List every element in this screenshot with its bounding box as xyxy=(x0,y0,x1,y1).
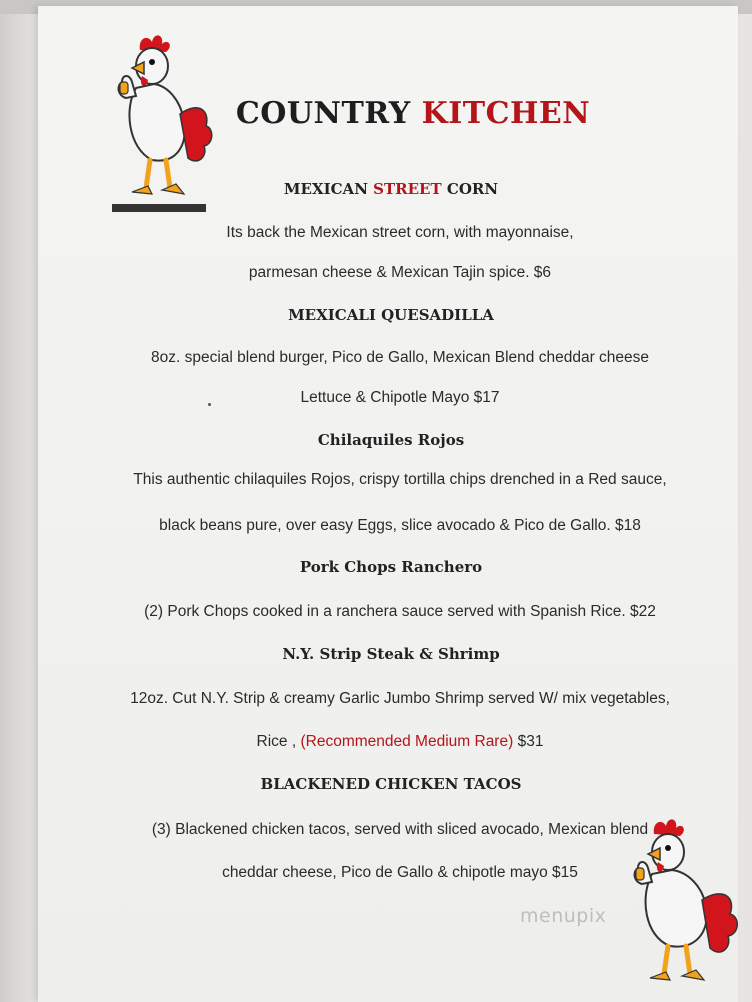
menu-item-ny-strip-steak-shrimp: N.Y. Strip Steak & Shrimp xyxy=(282,645,500,663)
menu-item-description: Its back the Mexican street corn, with mayonnaise, xyxy=(226,224,574,241)
rooster-mascot-icon xyxy=(630,818,742,1002)
speck xyxy=(208,403,211,406)
menu-item-description: Lettuce & Chipotle Mayo $17 xyxy=(300,389,500,406)
watermark: menupix xyxy=(520,905,607,927)
restaurant-title: COUNTRY KITCHEN xyxy=(235,96,591,131)
menu-item-pork-chops-ranchero: Pork Chops Ranchero xyxy=(299,558,483,576)
menu-item-chilaquiles-rojos: Chilaquiles Rojos xyxy=(317,431,465,449)
menu-item-description: This authentic chilaquiles Rojos, crispy tortilla chips drenched in a Red sauce, xyxy=(133,471,667,488)
menu-item-description: black beans pure, over easy Eggs, slice avocado & Pico de Gallo. $18 xyxy=(159,517,641,534)
menu-item-description: (3) Blackened chicken tacos, served with sliced avocado, Mexican blend xyxy=(151,821,649,838)
restaurant-title-accent: KITCHEN xyxy=(421,96,591,131)
menu-item-description: 8oz. special blend burger, Pico de Gallo, Mexican Blend cheddar cheese xyxy=(150,349,650,366)
menu-item-description: (2) Pork Chops cooked in a ranchera sauce served with Spanish Rice. $22 xyxy=(144,603,656,620)
menu-item-mexican-street-corn: MEXICAN STREET CORN xyxy=(283,180,499,198)
menu-item-description: cheddar cheese, Pico de Gallo & chipotle mayo $15 xyxy=(222,864,578,881)
menu-item-description: Rice , (Recommended Medium Rare) $31 xyxy=(256,733,544,750)
menu-item-description: 12oz. Cut N.Y. Strip & creamy Garlic Jumbo Shrimp served W/ mix vegetables, xyxy=(130,690,670,707)
recommendation-note: (Recommended Medium Rare) xyxy=(300,733,514,750)
menu-item-mexicali-quesadilla: MEXICALI QUESADILLA xyxy=(288,306,494,324)
menu-item-blackened-chicken-tacos: BLACKENED CHICKEN TACOS xyxy=(260,775,522,793)
menu-item-description: parmesan cheese & Mexican Tajin spice. $6 xyxy=(248,264,552,281)
